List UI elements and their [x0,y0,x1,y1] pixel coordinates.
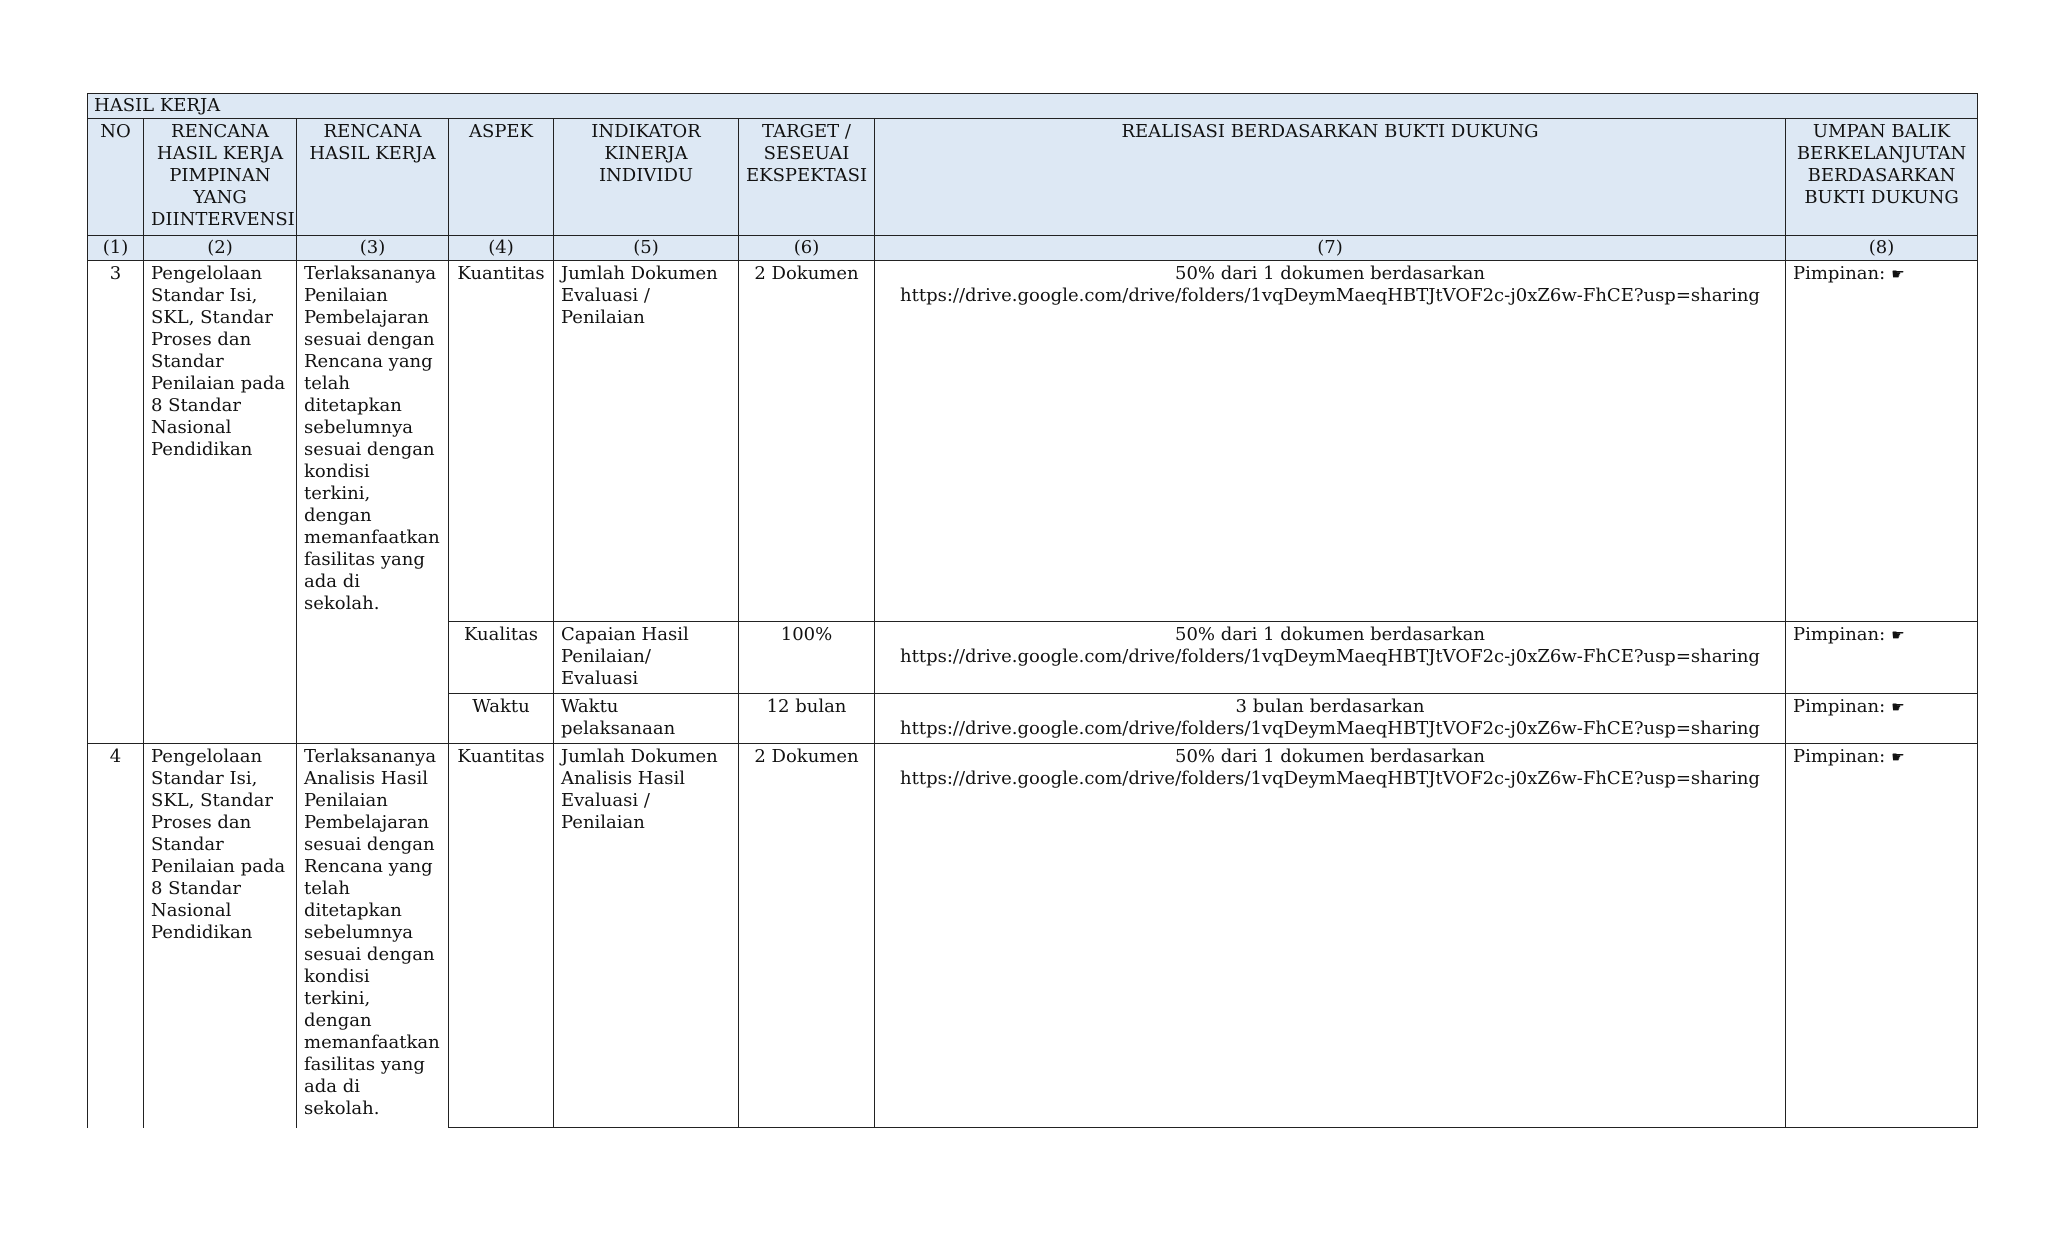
header-realisasi: REALISASI BERDASARKAN BUKTI DUKUNG [875,119,1786,236]
col-number: (8) [1786,236,1978,261]
umpan-balik-cell [1786,744,1978,1128]
target-cell: 100% [739,622,875,694]
col-number: (5) [554,236,739,261]
col-number: (3) [297,236,449,261]
row-number: 4 [88,744,144,1128]
header-rencana-hasil: RENCANA HASIL KERJA [297,119,449,236]
col-number: (6) [739,236,875,261]
header-indikator: INDIKATOR KINERJA INDIVIDU [554,119,739,236]
col-number: (2) [144,236,297,261]
realisasi-text: 3 bulan berdasarkan [1235,696,1425,717]
table-title-row [88,94,1978,119]
realisasi-text: 50% dari 1 dokumen berdasarkan [1175,746,1485,767]
feedback-label: Pimpinan: [1793,624,1886,645]
rencana-hasil-cell: Terlaksananya Penilaian Pembelajaran sesuai dengan Rencana yang telah ditetapkan sebelumnya sesuai dengan kondisi terkini, dengan memanfaatkan fasilitas yang ada di sekolah. [297,261,449,744]
pointing-hand-icon: ☛ [1891,626,1905,644]
col-number: (7) [875,236,1786,261]
realisasi-cell [875,261,1786,622]
indikator-cell: Jumlah Dokumen Analisis Hasil Evaluasi / Penilaian [554,744,739,1128]
aspek-cell: Kuantitas [449,261,554,622]
evidence-link[interactable]: https://drive.google.com/drive/folders/1vqDeymMaeqHBTJtVOF2c-j0xZ6w-FhCE?usp=sharing [900,285,1760,306]
col-number: (1) [88,236,144,261]
target-cell: 2 Dokumen [739,744,875,1128]
target-cell: 2 Dokumen [739,261,875,622]
column-number-row [88,236,1978,261]
table-title: HASIL KERJA [88,94,1978,119]
realisasi-cell [875,744,1786,1128]
evidence-link[interactable]: https://drive.google.com/drive/folders/1vqDeymMaeqHBTJtVOF2c-j0xZ6w-FhCE?usp=sharing [900,718,1760,739]
indikator-cell: Jumlah Dokumen Evaluasi / Penilaian [554,261,739,622]
performance-table-page [87,93,1977,1128]
header-row [88,119,1978,236]
umpan-balik-cell [1786,622,1978,694]
evidence-link[interactable]: https://drive.google.com/drive/folders/1vqDeymMaeqHBTJtVOF2c-j0xZ6w-FhCE?usp=sharing [900,646,1760,667]
rencana-pimpinan-cell: Pengelolaan Standar Isi, SKL, Standar Proses dan Standar Penilaian pada 8 Standar Nasional Pendidikan [144,261,297,744]
table-row [88,744,1978,1128]
feedback-label: Pimpinan: [1793,263,1886,284]
row-number: 3 [88,261,144,744]
indikator-cell: Waktu pelaksanaan [554,694,739,744]
pointing-hand-icon: ☛ [1891,748,1905,766]
target-cell: 12 bulan [739,694,875,744]
header-aspek: ASPEK [449,119,554,236]
aspek-cell: Kualitas [449,622,554,694]
evidence-link[interactable]: https://drive.google.com/drive/folders/1vqDeymMaeqHBTJtVOF2c-j0xZ6w-FhCE?usp=sharing [900,768,1760,789]
indikator-cell: Capaian Hasil Penilaian/ Evaluasi [554,622,739,694]
header-target: TARGET / SESEUAI EKSPEKTASI [739,119,875,236]
header-umpan-balik: UMPAN BALIK BERKELANJUTAN BERDASARKAN BUKTI DUKUNG [1786,119,1978,236]
hasil-kerja-table [87,93,1978,1128]
umpan-balik-cell [1786,694,1978,744]
aspek-cell: Waktu [449,694,554,744]
pointing-hand-icon: ☛ [1891,265,1905,283]
realisasi-text: 50% dari 1 dokumen berdasarkan [1175,624,1485,645]
feedback-label: Pimpinan: [1793,696,1886,717]
header-rencana-pimpinan: RENCANA HASIL KERJA PIMPINAN YANG DIINTERVENSI [144,119,297,236]
realisasi-cell [875,622,1786,694]
realisasi-text: 50% dari 1 dokumen berdasarkan [1175,263,1485,284]
table-row [88,261,1978,622]
rencana-pimpinan-cell: Pengelolaan Standar Isi, SKL, Standar Proses dan Standar Penilaian pada 8 Standar Nasional Pendidikan [144,744,297,1128]
realisasi-cell [875,694,1786,744]
header-no: NO [88,119,144,236]
aspek-cell: Kuantitas [449,744,554,1128]
rencana-hasil-cell: Terlaksananya Analisis Hasil Penilaian Pembelajaran sesuai dengan Rencana yang telah ditetapkan sebelumnya sesuai dengan kondisi terkini, dengan memanfaatkan fasilitas yang ada di sekolah. [297,744,449,1128]
umpan-balik-cell [1786,261,1978,622]
pointing-hand-icon: ☛ [1891,698,1905,716]
feedback-label: Pimpinan: [1793,746,1886,767]
col-number: (4) [449,236,554,261]
